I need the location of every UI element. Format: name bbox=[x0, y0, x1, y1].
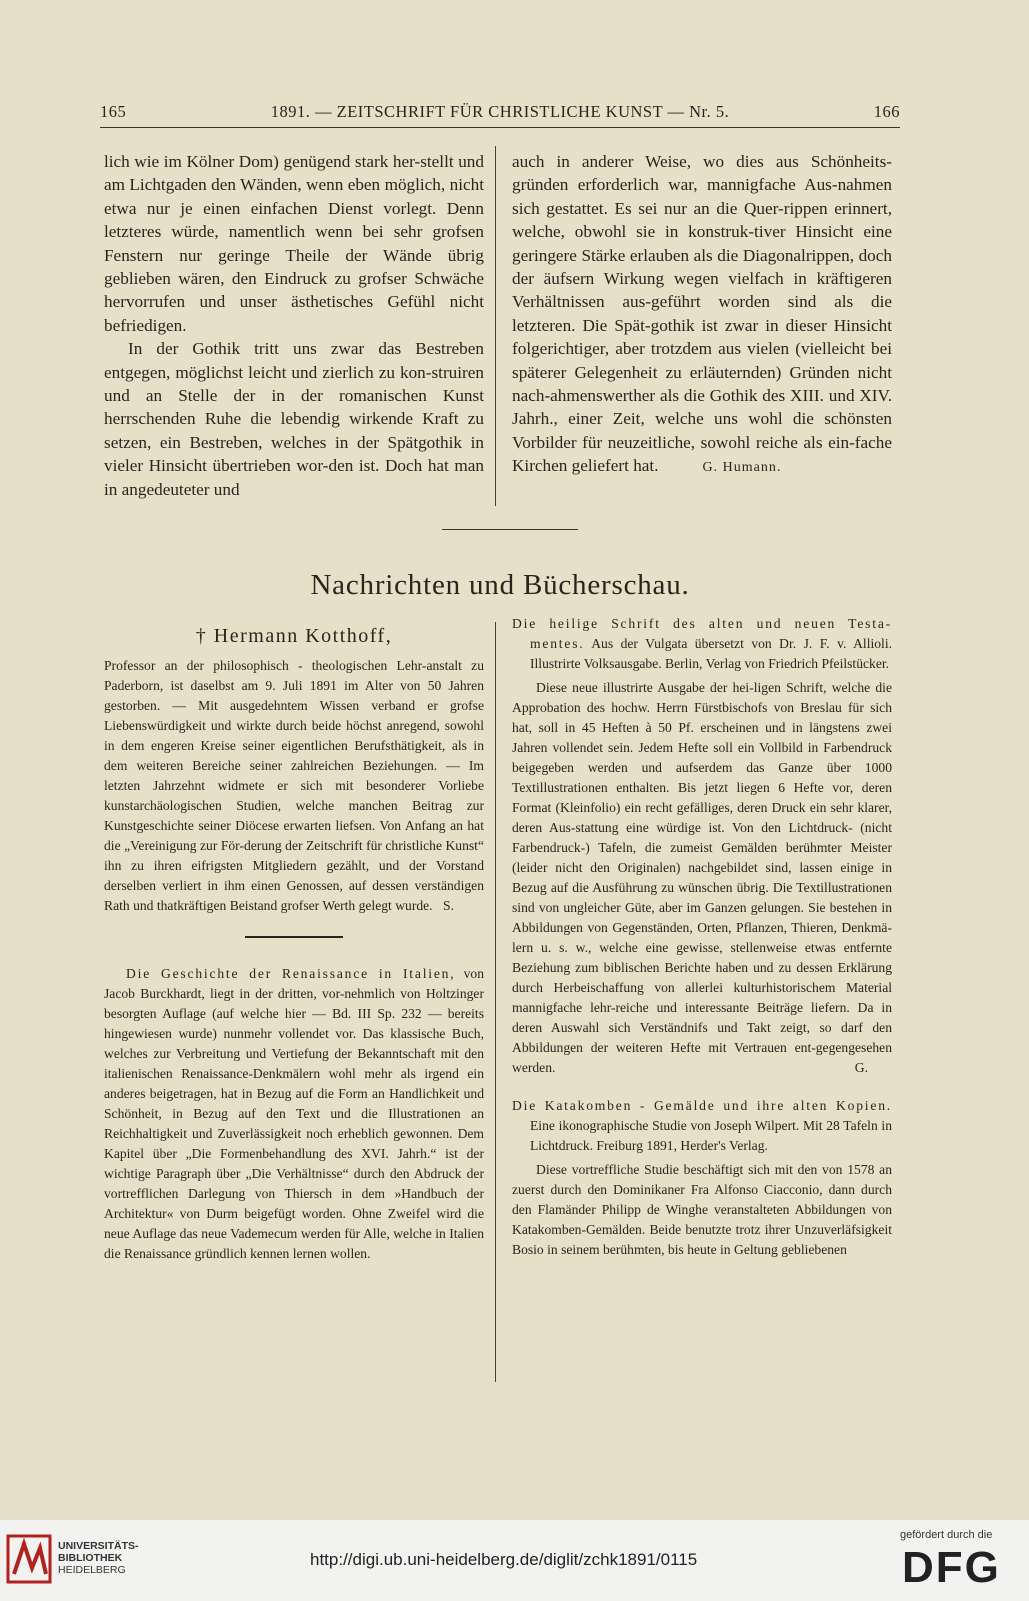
review-title: Die Geschichte der Renaissance in Italien, bbox=[126, 966, 456, 981]
article-paragraph: lich wie im Kölner Dom) genügend stark her-stellt und am Lichtgaden den Wänden, wenn eben möglich, nicht etwa nur je einen einfachen Dienst vorlegt. Denn letzteres würde, namentlich wenn bei sehr grofsen Fenstern nur geringe Theile der Wände übrig geblieben wären, den Eindruck zu grofser Schwäche hervorrufen und unser ästhetisches Gefühl nicht befriedigen. bbox=[104, 152, 484, 335]
page-number-right: 166 bbox=[873, 102, 900, 121]
permalink[interactable]: http://digi.ub.uni-heidelberg.de/diglit/zchk1891/0115 bbox=[310, 1550, 698, 1569]
review-bible-heading: Die heilige Schrift des alten und neuen Testa-mentes. Aus der Vulgata übersetzt von Dr. J. F. v. Allioli. Illustrirte Volksausgabe. Berlin, Verlag von Friedrich Pfeilstücker. bbox=[512, 616, 892, 671]
obituary-title: † Hermann Kotthoff, bbox=[195, 625, 393, 647]
page-number-left: 165 bbox=[100, 102, 127, 121]
news-left-column bbox=[104, 626, 484, 1264]
article-paragraph: In der Gothik tritt uns zwar das Bestreben entgegen, möglichst leicht und zierlich zu kon-struiren und an Stelle der in der romanischen Kunst herrschenden Ruhe die lebendig wirkende Kraft zu setzen, ein Bestreben, welches in der Spätgothik in vieler Hinsicht übertrieben wor-den ist. Doch hat man in angedeuteter und bbox=[104, 339, 484, 499]
section-divider bbox=[442, 529, 578, 530]
review-title: Die heilige Schrift des alten und neuen Testa-mentes. bbox=[512, 616, 892, 651]
review-katakomben-text: Diese vortreffliche Studie beschäftigt sich mit den von 1578 an zuerst durch den Dominikaner Fra Alfonso Ciacconio, dann durch den Flamänder Philipp de Winghe veranstalteten Abbildungen von Katakomben-Gemälden. Beide benutzte trotz ihrer Unzuverläfsigkeit Bosio in seinem berühmten, bis heute in Geltung gebliebenen bbox=[512, 1162, 892, 1257]
article-paragraph: auch in anderer Weise, wo dies aus Schönheits-gründen erforderlich war, mannigfache Aus-nahmen sich gestattet. Es sei nur an die Quer-rippen erinnert, welche, obwohl sie in konstruk-tiver Hinsicht eine geringere Stärke erlauben als die Diagonalrippen, doch der äufsern Wirkung wegen vielfach in kräftigeren Verhältnissen aus-geführt worden sind als die letzteren. Die Spät-gothik ist zwar in dieser Hinsicht folgerichtiger, aber trotzdem aus vielen (vielleicht bei späterer Gelegenheit zu erläuternden) Gründen nicht nach-ahmenswerther als die Gothik des XIII. und XIV. Jahrh., einer Zeit, welche uns wohl die schönsten Vorbilder für neuzeitliche, sowohl reiche als ein-fache Kirchen geliefert hat. G. Humann. bbox=[512, 152, 892, 476]
entry-separator bbox=[245, 936, 343, 938]
review-katakomben-heading: Die Katakomben - Gemälde und ihre alten Kopien. Eine ikonographische Studie von Joseph Wilpert. Mit 28 Tafeln in Lichtdruck. Freiburg 1891, Herder's Verlag. bbox=[512, 1098, 892, 1153]
review-renaissance: Die Geschichte der Renaissance in Italien, von Jacob Burckhardt, liegt in der dritten, vor-nehmlich von Holtzinger besorgten Auflage (auf welche hier — Bd. III Sp. 232 — bereits hingewiesen wurde) nunmehr vollendet vor. Das klassische Buch, welches zur Verbreitung und Vertiefung der Bekanntschaft mit den italienischen Renaissance-Denkmälern wohl mehr als irgend ein anderes beigetragen, hat in Bezug auf die Form an Handlichkeit und Schönheit, in Bezug auf den Text und die Illustrationen an Reichhaltigkeit und Zuverlässigkeit noch erheblich gewonnen. Dem Kapitel über „Die Formenbehandlung des XVI. Jahrh.“ ist der wichtige Paragraph über „Die Verhältnisse“ durch den Abdruck der vortrefflichen Darlegung von Thiersch in dem »Handbuch der Architektur« von Durm beigefügt worden. Ohne Zweifel wird die neue Auflage das neue Vademecum werden für Alle, welche in Italien die Renaissance gründlich kennen lernen wollen. bbox=[104, 966, 484, 1261]
header-rule bbox=[100, 127, 900, 128]
column-divider-bottom bbox=[495, 622, 496, 1382]
article-left-column bbox=[104, 150, 484, 501]
article-right-column bbox=[512, 150, 892, 480]
review-bible-text: Diese neue illustrirte Ausgabe der hei-ligen Schrift, welche die Approbation des hochw. Herrn Fürstbischofs von Breslau für sich hat, soll in 45 Heften à 50 Pf. erscheinen und in längstens zwei Jahren vollendet sein. Jedem Hefte soll ein Vollbild in Farbendruck beigegeben werden und aufserdem das Ganze über 1000 Textillustrationen enthalten. Bis jetzt liegen 6 Hefte vor, deren Format (Kleinfolio) ein recht gefälliges, deren Druck ein sehr klarer, deren Aus-stattung eine würdige ist. Von den Lichtdruck- (nicht Farbendruck-) Tafeln, die zumeist Gemälden berühmter Meister (leider nicht den Originalen) nachgebildet sind, lassen einige in Bezug auf die Ausführung zu wünschen übrig. Die Textillustrationen sind von ungleicher Güte, aber im Ganzen gelungen. Sie bestehen in Abbildungen von Gegenständen, Orten, Pflanzen, Thieren, Denkmä-lern u. s. w., welche eine gewisse, stellenweise etwas entfernte Beziehung zum biblischen Berichte haben und zu dessen Erklärung durch Herbeischaffung von allerlei kulturhistorischem Material mannigfache lehr-reiche und interessante Beiträge liefern. Da in deren Auswahl sich Verständnifs und Takt zeigt, so darf den Abbildungen der weiteren Hefte mit Vertrauen ent-gegengesehen werden. G. bbox=[512, 678, 892, 1078]
dfg-logo: DFG bbox=[902, 1543, 1001, 1592]
column-divider-top bbox=[495, 146, 496, 506]
review-title: Die Katakomben - Gemälde und ihre alten Kopien. bbox=[512, 1098, 892, 1113]
section-title: Nachrichten und Bücherschau. bbox=[310, 569, 690, 601]
digitization-footer bbox=[0, 1520, 1029, 1601]
obituary-text: Professor an der philosophisch - theologischen Lehr-anstalt zu Paderborn, ist daselbst am 9. Juli 1891 im Alter von 50 Jahren gestorben. — Mit ausgedehntem Wissen verband er grofse Liebenswürdigkeit und wirkte durch beide höchst anregend, sowohl in dem engeren Kreise seiner eigentlichen Berufsthätigkeit, als in dem weiteren Bereiche seiner zahlreichen Beziehungen. — Im letzten Jahrzehnt widmete er sich mit besonderer Vorliebe kunstarchäologischen Studien, welche manchen Beitrag zur Kunstgeschichte seiner Diöcese erwarten liefsen. Von Anfang an hat die „Vereinigung zur För-derung der Zeitschrift für christliche Kunst“ ihn zu ihren eifrigsten Mitgliedern gezählt, und der Vorstand derselben verliert in ihm einen Genossen, auf dessen verständigen Rath und thatkräftigen Beistand grofser Werth gelegt wurde. S. bbox=[104, 656, 484, 916]
journal-title: 1891. — ZEITSCHRIFT FÜR CHRISTLICHE KUNST — Nr. 5. bbox=[270, 102, 730, 121]
obituary-signature: S. bbox=[443, 898, 454, 913]
library-logo-icon bbox=[6, 1534, 52, 1584]
library-name: UNIVERSITÄTS- BIBLIOTHEK HEIDELBERG bbox=[58, 1540, 139, 1576]
running-header bbox=[100, 102, 900, 126]
review-signature: G. bbox=[854, 1060, 868, 1075]
news-right-column bbox=[512, 614, 892, 1260]
author-signature: G. Humann. bbox=[702, 460, 782, 476]
funding-label: gefördert durch die bbox=[900, 1529, 993, 1541]
